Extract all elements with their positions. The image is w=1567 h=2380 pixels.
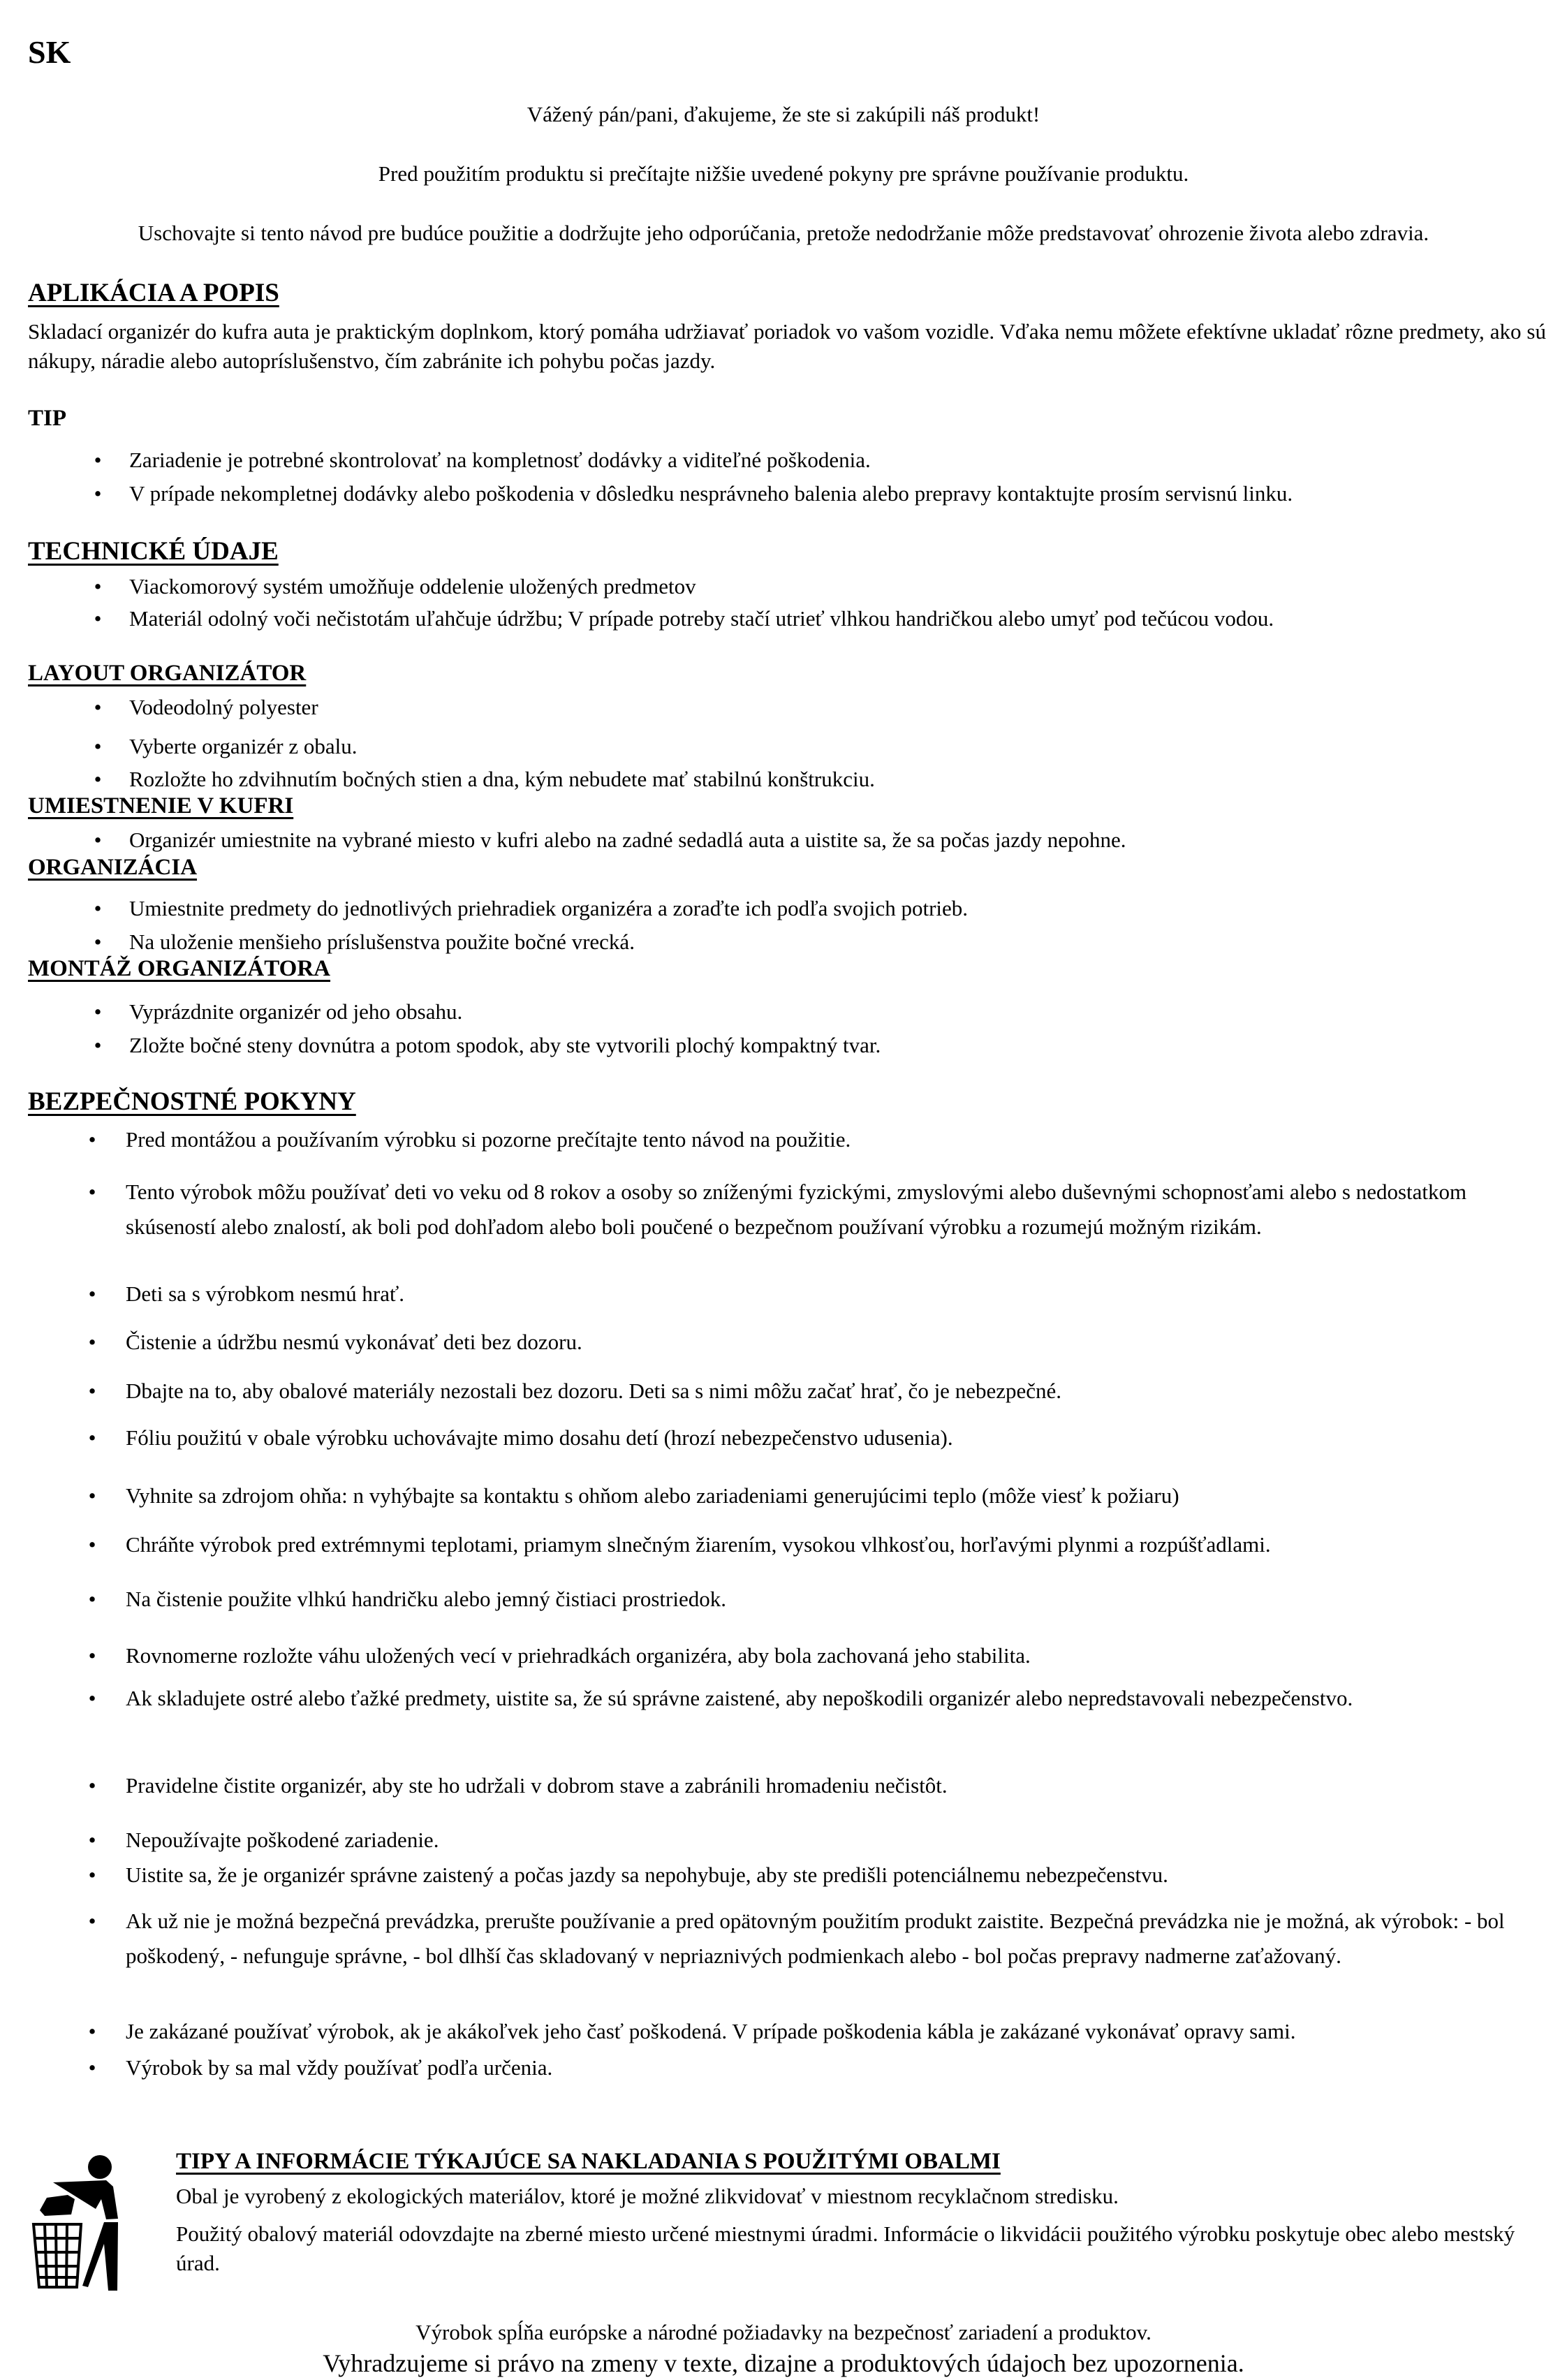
section-heading-application: APLIKÁCIA A POPIS — [28, 279, 279, 307]
bullet-icon: • — [94, 1033, 102, 1057]
section-heading-technical: TECHNICKÉ ÚDAJE — [28, 537, 279, 566]
disposal-paragraph: Použitý obalový materiál odovzdajte na zberné miesto určené miestnymi úradmi. Informácie o likvidácii použitého výrobku poskytuje obec alebo mestský úrad. — [176, 2221, 1515, 2275]
bullet-icon: • — [88, 1643, 96, 1668]
bullet-icon: • — [94, 828, 102, 852]
bullet-icon: • — [88, 1909, 96, 1933]
bullet-icon: • — [88, 2019, 96, 2043]
bullet-icon: • — [88, 1425, 96, 1450]
recycle-bin-person-icon — [29, 2154, 131, 2291]
bullet-icon: • — [88, 1281, 96, 1306]
greeting: Vážený pán/pani, ďakujeme, že ste si zakúpili náš produkt! — [527, 102, 1040, 126]
bullet-icon: • — [94, 734, 102, 758]
section-heading-layout: LAYOUT ORGANIZÁTOR — [28, 661, 307, 686]
language-code: SK — [28, 34, 71, 70]
bullet-icon: • — [94, 481, 102, 506]
application-description: Skladací organizér do kufra auta je praktickým doplnkom, ktorý pomáha udržiavať poriadok vo vašom vozidle. Vďaka nemu môžete efektívne ukladať rôzne predmety, ako sú nákupy, náradie alebo autopríslušenstvo, čím zabránite ich pohybu počas jazdy. — [28, 319, 1546, 373]
bullet-icon: • — [88, 1828, 96, 1852]
bullet-icon: • — [94, 695, 102, 719]
bullet-icon: • — [88, 2055, 96, 2080]
bullet-icon: • — [88, 1127, 96, 1152]
section-heading-assembly: MONTÁŽ ORGANIZÁTORA — [28, 956, 331, 981]
bullet-icon: • — [94, 574, 102, 598]
section-heading-organization: ORGANIZÁCIA — [28, 855, 198, 880]
bullet-icon: • — [88, 1532, 96, 1557]
bullet-icon: • — [88, 1180, 96, 1204]
bullet-icon: • — [94, 896, 102, 920]
bullet-icon: • — [88, 1686, 96, 1710]
bullet-icon: • — [88, 1773, 96, 1798]
bullet-icon: • — [94, 999, 102, 1024]
section-heading-placement: UMIESTNENIE V KUFRI — [28, 793, 294, 818]
section-heading-tip: TIP — [28, 406, 67, 431]
keep-manual-note: Uschovajte si tento návod pre budúce použitie a dodržujte jeho odporúčania, pretože nedodržanie môže predstavovať ohrozenie života alebo zdravia. — [138, 221, 1429, 245]
section-heading-safety: BEZPEČNOSTNÉ POKYNY — [28, 1087, 356, 1116]
bullet-icon: • — [88, 1379, 96, 1403]
compliance-note: Výrobok spĺňa európske a národné požiadavky na bezpečnosť zariadení a produktov. — [415, 2320, 1152, 2344]
disposal-heading: TIPY A INFORMÁCIE TÝKAJÚCE SA NAKLADANIA S POUŽITÝMI OBALMI — [176, 2149, 1001, 2174]
bullet-icon: • — [88, 1863, 96, 1887]
bullet-icon: • — [88, 1587, 96, 1611]
rights-reserved-note: Vyhradzujeme si právo na zmeny v texte, dizajne a produktových údajoch bez upozornenia. — [323, 2349, 1244, 2377]
bullet-icon: • — [94, 606, 102, 631]
bullet-icon: • — [94, 930, 102, 954]
bullet-icon: • — [88, 1330, 96, 1354]
read-instructions-note: Pred použitím produktu si prečítajte nižšie uvedené pokyny pre správne používanie produktu. — [378, 161, 1189, 186]
disposal-paragraph: Obal je vyrobený z ekologických materiálov, ktoré je možné zlikvidovať v miestnom recyklačnom stredisku. — [176, 2184, 1119, 2208]
bullet-icon: • — [88, 1483, 96, 1508]
bullet-icon: • — [94, 448, 102, 472]
bullet-icon: • — [94, 767, 102, 791]
